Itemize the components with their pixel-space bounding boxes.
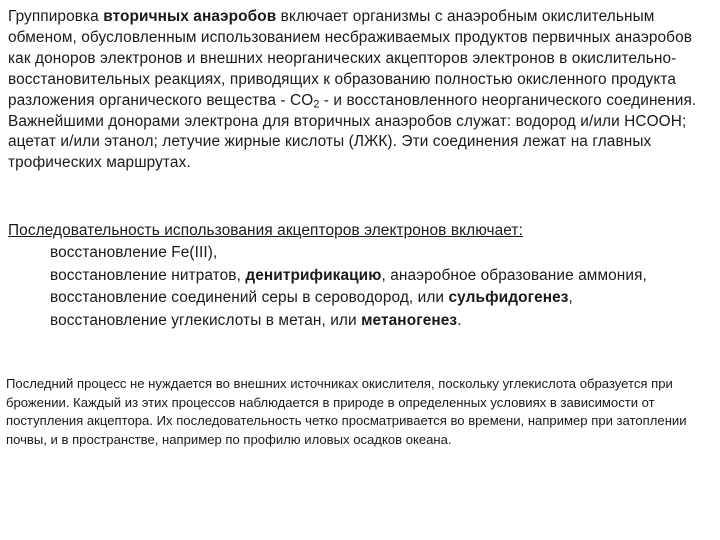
- acceptor-item-sulfur: [8, 287, 712, 309]
- acceptor-item-nitrate: [8, 265, 712, 287]
- acceptors-block: [8, 220, 712, 332]
- donors-sentence: Важнейшими донорами электрона для вторичных анаэробов служат: водород и/или HCOOH; ацетат и/или этанол; летучие жирные кислоты (ЛЖК). Эти соединения лежат на главных трофических маршрутах.: [8, 112, 687, 172]
- nitrate-text-post: , анаэробное образование аммония,: [381, 266, 647, 284]
- methane-text-pre: восстановление углекислоты в метан, или: [50, 311, 362, 329]
- conclusion-paragraph: Последний процесс не нуждается во внешних источниках окислителя, поскольку углекислота образуется при брожении. Каждый из этих процессов наблюдается в природе в определенных условиях в зависимости от поступления акцептора. Их последовательность четко просматривается во времени, например при затоплении почвы, и в пространстве, например по профилю иловых осадков океана.: [6, 376, 687, 447]
- methane-text-post: .: [457, 311, 462, 329]
- co2-subscript: 2: [313, 98, 320, 111]
- sulfur-text-pre: восстановление соединений серы в сероводород, или: [50, 289, 449, 307]
- acceptors-heading: Последовательность использования акцепторов электронов включает:: [8, 222, 523, 239]
- acceptor-item-fe-text: восстановление Fe(III),: [50, 244, 218, 262]
- denitrification-term: денитрификацию: [245, 266, 382, 284]
- acceptor-item-methane: [8, 310, 712, 332]
- sulfidogenesis-term: сульфидогенез: [448, 289, 569, 307]
- methanogenesis-term: метаногенез: [361, 311, 458, 329]
- acceptor-item-fe: [8, 242, 712, 264]
- intro-paragraph: [8, 7, 712, 174]
- secondary-anaerobes-term: вторичных анаэробов: [103, 8, 277, 25]
- sulfur-text-post: ,: [568, 289, 573, 307]
- intro-text-end: - и восстановленного неорганического соединения.: [319, 91, 697, 109]
- intro-text-body: включает организмы с анаэробным окислительным обменом, обусловленным использованием несбраживаемых продуктов первичных анаэробов как доноров электронов и внешних неорганических акцепторов электронов в окислительно-восстановительных реакциях, приводящих к образованию полностью окисленного продукта разложения органического вещества - CO: [8, 8, 693, 109]
- nitrate-text-pre: восстановление нитратов,: [50, 266, 246, 284]
- intro-text-start: Группировка: [8, 8, 104, 25]
